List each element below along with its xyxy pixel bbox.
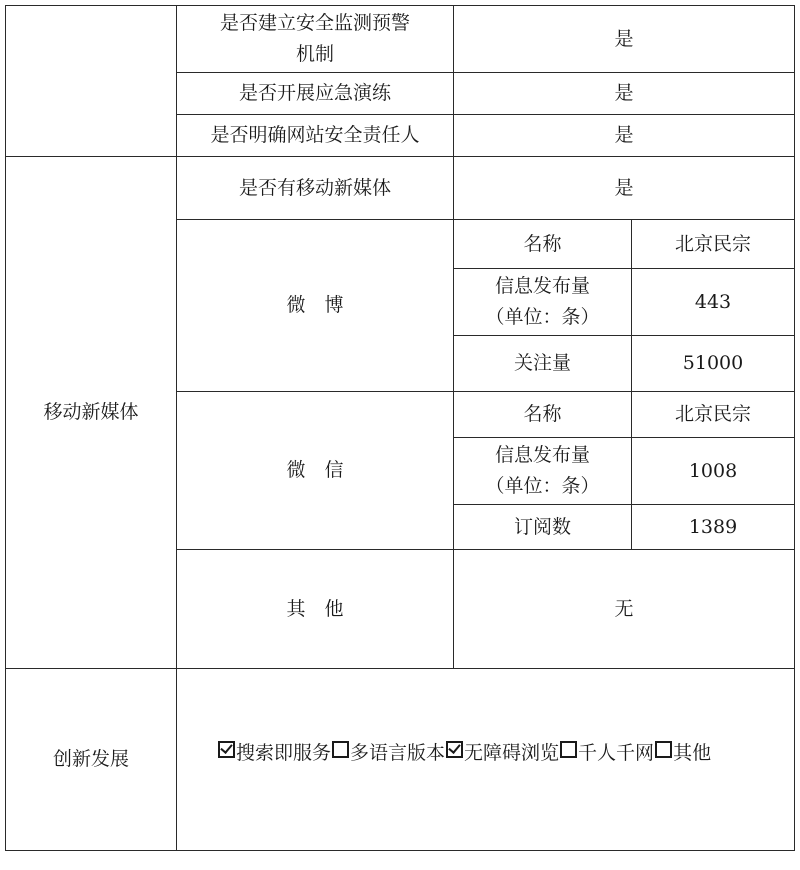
- weibo-name-value: 北京民宗: [631, 219, 795, 269]
- security-responsible-value: 是: [453, 114, 795, 157]
- unchecked-checkbox-icon: [655, 741, 672, 758]
- innovation-option: [654, 738, 711, 769]
- other-label: 其 他: [176, 549, 454, 669]
- unchecked-checkbox-icon: [332, 741, 349, 758]
- innovation-option: [217, 738, 331, 769]
- wechat-name-value: 北京民宗: [631, 391, 795, 438]
- innovation-section-label: 创新发展: [5, 668, 177, 851]
- innovation-option: [445, 738, 559, 769]
- security-responsible-label: 是否明确网站安全责任人: [176, 114, 454, 157]
- weibo-posts-value: 443: [631, 268, 795, 336]
- weibo-followers-label: 关注量: [453, 335, 632, 392]
- security-warning-value: 是: [453, 5, 795, 73]
- checked-checkbox-icon: [218, 741, 235, 758]
- wechat-name-label: 名称: [453, 391, 632, 438]
- other-value: 无: [453, 549, 795, 669]
- security-drill-label: 是否开展应急演练: [176, 72, 454, 115]
- security-warning-label: 是否建立安全监测预警 机制: [176, 5, 454, 73]
- unchecked-checkbox-icon: [560, 741, 577, 758]
- mobile-has-value: 是: [453, 156, 795, 220]
- weibo-name-label: 名称: [453, 219, 632, 269]
- checked-checkbox-icon: [446, 741, 463, 758]
- innovation-option: [559, 738, 654, 769]
- innovation-options-cell: [176, 668, 795, 851]
- top-left-empty-cell: [5, 5, 177, 157]
- innovation-option-label: 其他: [673, 742, 712, 764]
- wechat-subscribers-label: 订阅数: [453, 504, 632, 550]
- weibo-label: 微 博: [176, 219, 454, 392]
- innovation-options: [217, 738, 711, 769]
- weibo-posts-label: 信息发布量 （单位：条）: [453, 268, 632, 336]
- weibo-followers-value: 51000: [631, 335, 795, 392]
- innovation-option-label: 搜索即服务: [236, 742, 332, 764]
- mobile-has-label: 是否有移动新媒体: [176, 156, 454, 220]
- wechat-label: 微 信: [176, 391, 454, 550]
- security-drill-value: 是: [453, 72, 795, 115]
- innovation-option: [331, 738, 445, 769]
- wechat-posts-value: 1008: [631, 437, 795, 505]
- innovation-option-label: 多语言版本: [350, 742, 446, 764]
- innovation-option-label: 千人千网: [578, 742, 655, 764]
- wechat-subscribers-value: 1389: [631, 504, 795, 550]
- innovation-option-label: 无障碍浏览: [464, 742, 560, 764]
- wechat-posts-label: 信息发布量 （单位：条）: [453, 437, 632, 505]
- mobile-section-label: 移动新媒体: [5, 156, 177, 669]
